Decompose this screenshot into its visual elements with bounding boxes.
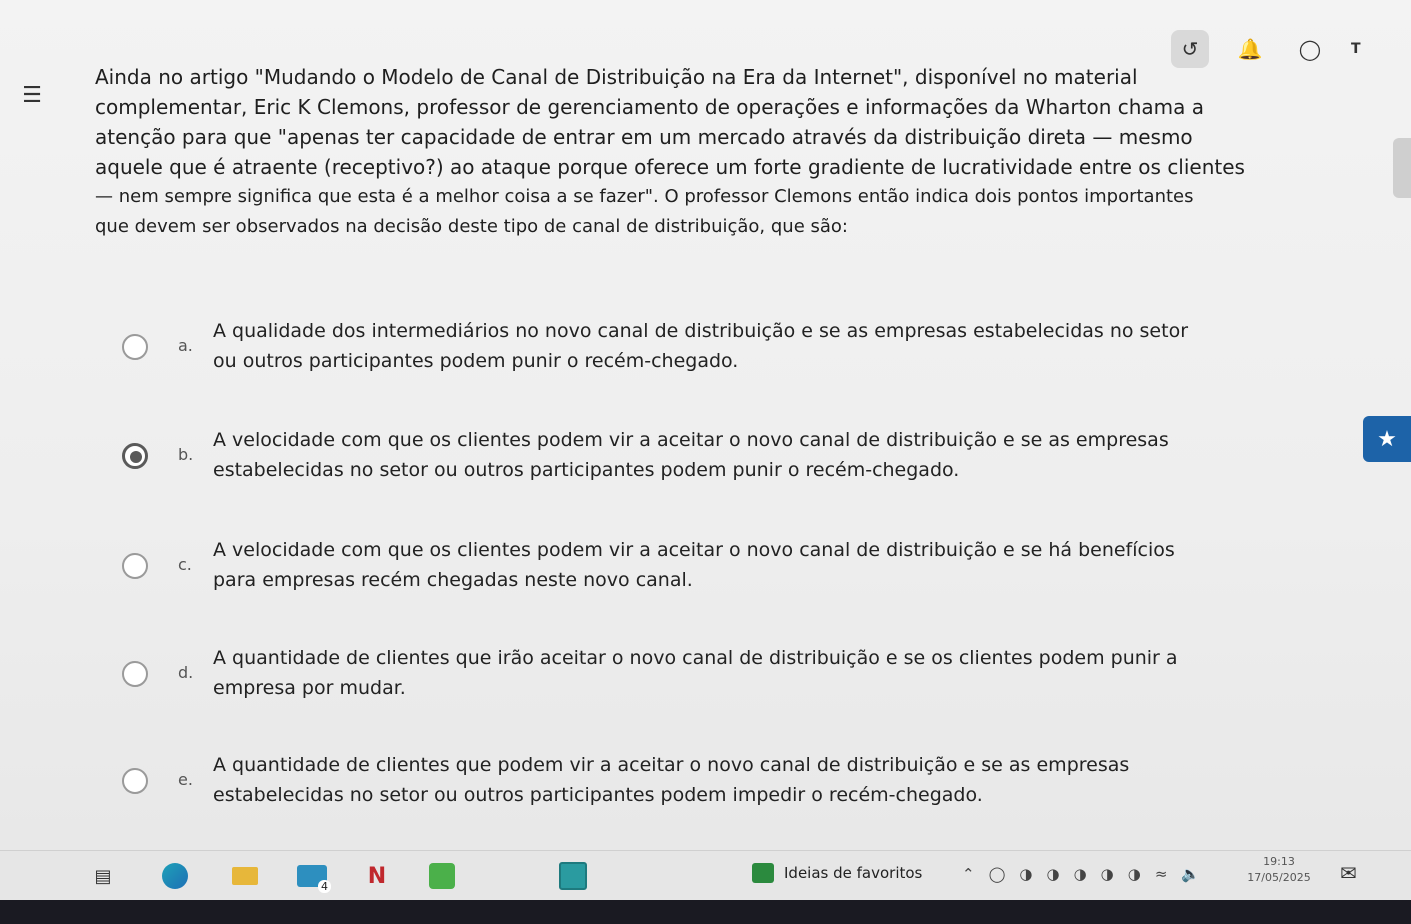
option-text [213, 643, 1303, 703]
option-text [213, 535, 1303, 595]
folder-icon[interactable] [228, 861, 262, 891]
favorites-icon [752, 863, 774, 883]
option-d[interactable] [120, 643, 1300, 733]
notes-app-icon[interactable] [426, 861, 458, 891]
bell-icon[interactable]: 🔔 [1237, 37, 1263, 61]
option-letter: d. [178, 663, 194, 682]
option-text [213, 750, 1303, 810]
calculator-icon[interactable] [556, 861, 590, 891]
tray-icon[interactable]: ◑ [1046, 865, 1060, 883]
clock-date: 17/05/2025 [1247, 871, 1311, 884]
clock-time: 19:13 [1263, 855, 1295, 868]
screen-bezel [0, 900, 1411, 924]
question-line: aquele que é atraente (receptivo?) ao ataque porque oferece um forte gradiente de lucratividade entre os clientes [95, 155, 1245, 179]
profile-icon[interactable]: ◯ [1298, 37, 1322, 61]
option-line: A quantidade de clientes que podem vir a aceitar o novo canal de distribuição e se as empresas [213, 754, 1130, 776]
option-text [213, 316, 1303, 376]
radio-b[interactable] [122, 443, 148, 469]
question-line: complementar, Eric K Clemons, professor de gerenciamento de operações e informações da Wharton chama a [95, 95, 1205, 119]
star-icon[interactable]: ★ [1363, 416, 1411, 462]
option-line: A velocidade com que os clientes podem vir a aceitar o novo canal de distribuição e se há benefícios [213, 539, 1175, 561]
tray-icon[interactable]: ◑ [1127, 865, 1141, 883]
side-panel-tab[interactable] [1393, 138, 1411, 198]
option-letter: a. [178, 336, 193, 355]
edge-icon[interactable] [158, 861, 192, 891]
netflix-icon[interactable]: N [367, 863, 387, 889]
radio-d[interactable] [122, 661, 148, 687]
option-letter: b. [178, 445, 194, 464]
taskbar [0, 850, 1411, 901]
favorites-label: Ideias de favoritos [784, 864, 923, 882]
system-tray [962, 865, 1200, 883]
clock[interactable] [1244, 854, 1314, 886]
option-line: estabelecidas no setor ou outros participantes podem impedir o recém-chegado. [213, 784, 983, 806]
question-text [95, 62, 1340, 242]
radio-c[interactable] [122, 553, 148, 579]
option-letter: c. [178, 555, 192, 574]
tray-icon[interactable]: ◑ [1100, 865, 1114, 883]
question-line: — nem sempre significa que esta é a melhor coisa a se fazer". O professor Clemons então indica dois pontos importantes [95, 186, 1194, 207]
option-line: A quantidade de clientes que irão aceitar o novo canal de distribuição e se os clientes podem punir a [213, 647, 1178, 669]
option-line: A velocidade com que os clientes podem vir a aceitar o novo canal de distribuição e se as empresas [213, 429, 1169, 451]
option-e[interactable] [120, 750, 1300, 840]
option-b[interactable] [120, 425, 1300, 515]
volume-icon[interactable]: 🔈 [1181, 865, 1201, 883]
store-icon[interactable] [292, 861, 332, 891]
option-letter: e. [178, 770, 193, 789]
question-line: atenção para que "apenas ter capacidade de entrar em um mercado através da distribuição direta — mesmo [95, 125, 1193, 149]
menu-icon[interactable]: ☰ [22, 82, 42, 108]
question-line: que devem ser observados na decisão deste tipo de canal de distribuição, que são: [95, 216, 848, 237]
user-initial[interactable]: T [1351, 41, 1361, 57]
chevron-up-icon[interactable]: ⌃ [962, 865, 975, 883]
history-icon[interactable]: ↺ [1171, 30, 1209, 68]
tray-icon[interactable]: ◯ [988, 865, 1006, 883]
store-badge: 4 [318, 880, 331, 893]
tray-icon[interactable]: ◑ [1019, 865, 1033, 883]
notification-icon[interactable]: ✉ [1340, 861, 1357, 885]
question-line: Ainda no artigo "Mudando o Modelo de Canal de Distribuição na Era da Internet", disponível no material [95, 65, 1138, 89]
wifi-icon[interactable]: ≈ [1154, 865, 1168, 883]
task-view-icon[interactable]: ▤ [94, 865, 112, 887]
favorites-link[interactable] [752, 863, 922, 883]
option-line: estabelecidas no setor ou outros participantes podem punir o recém-chegado. [213, 459, 960, 481]
option-line: ou outros participantes podem punir o recém-chegado. [213, 350, 739, 372]
option-text [213, 425, 1303, 485]
radio-a[interactable] [122, 334, 148, 360]
option-c[interactable] [120, 535, 1300, 625]
tray-icon[interactable]: ◑ [1073, 865, 1087, 883]
option-a[interactable] [120, 316, 1300, 406]
option-line: empresa por mudar. [213, 677, 406, 699]
radio-e[interactable] [122, 768, 148, 794]
option-line: para empresas recém chegadas neste novo canal. [213, 569, 693, 591]
option-line: A qualidade dos intermediários no novo canal de distribuição e se as empresas estabelecidas no setor [213, 320, 1189, 342]
